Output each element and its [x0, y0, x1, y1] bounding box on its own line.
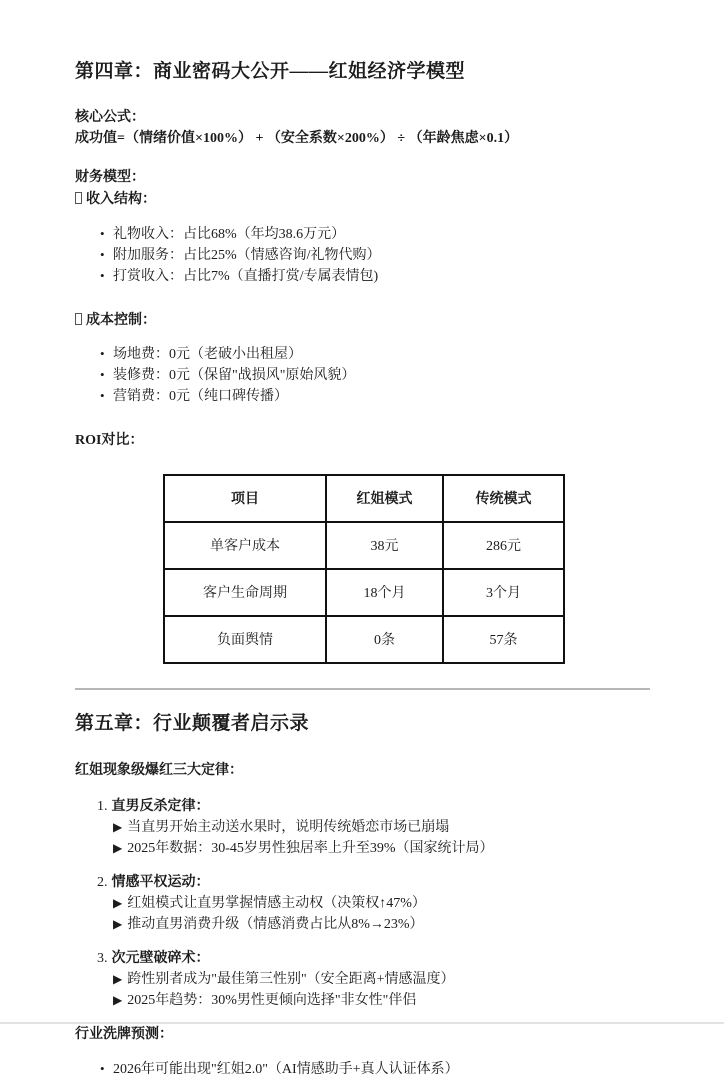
table-cell: 负面舆情: [164, 616, 326, 663]
law-point: [113, 817, 650, 838]
law-points: [113, 969, 650, 1011]
chapter5-title: 第五章：行业颠覆者启示录: [75, 712, 310, 734]
law-point: [113, 990, 650, 1011]
cost-item-text: 装修费：0元（保留"战损风"原始风貌）: [113, 368, 356, 384]
bullet-icon: •: [100, 388, 105, 404]
triangle-marker-icon: ▶: [113, 993, 123, 1008]
triangle-marker-icon: ▶: [113, 820, 123, 835]
law-item: [97, 796, 650, 859]
table-cell: 3个月: [443, 569, 564, 616]
income-item-text: 打赏收入：占比7%（直播打赏/专属表情包): [113, 268, 379, 284]
law-point-text: 2025年数据：30-45岁男性独居率上升至39%（国家统计局）: [127, 841, 494, 857]
core-formula-block: [75, 107, 650, 150]
list-item: [100, 344, 650, 365]
financial-model-block: [75, 167, 650, 210]
laws-list: [97, 796, 650, 1011]
law-points: [113, 817, 650, 859]
triangle-marker-icon: ▶: [113, 917, 123, 932]
law-number: 3.: [97, 951, 108, 967]
law-point: [113, 838, 650, 859]
law-term-line: [97, 948, 650, 969]
list-item: [100, 224, 650, 245]
table-header-row: [164, 475, 564, 522]
law-term: 次元壁破碎术：: [111, 951, 210, 967]
income-structure-label-text: 收入结构：: [86, 191, 156, 207]
table-cell: 0条: [326, 616, 443, 663]
law-points: [113, 893, 650, 935]
bullet-icon: •: [100, 346, 105, 362]
law-point: [113, 893, 650, 914]
list-item: [100, 365, 650, 386]
bullet-icon: •: [100, 267, 105, 283]
table-row: [164, 522, 564, 569]
table-row: [164, 569, 564, 616]
prediction-list: [100, 1059, 650, 1080]
law-item: [97, 948, 650, 1011]
bullet-icon: •: [100, 246, 105, 262]
law-point-text: 当直男开始主动送水果时，说明传统婚恋市场已崩塌: [127, 820, 450, 836]
bullet-icon: •: [100, 367, 105, 383]
law-term: 情感平权运动：: [111, 875, 210, 891]
law-point-text: 推动直男消费升级（情感消费占比从8%→23%）: [127, 917, 424, 933]
table-cell: 57条: [443, 616, 564, 663]
law-point-text: 跨性别者成为"最佳第三性别"（安全距离+情感温度）: [127, 972, 455, 988]
chapter4-title: 第四章：商业密码大公开——红姐经济学模型: [75, 61, 466, 82]
roi-label: ROI对比：: [75, 433, 144, 449]
list-item: [100, 1059, 650, 1080]
law-term-line: [97, 872, 650, 893]
law-point: [113, 914, 650, 935]
law-number: 1.: [97, 799, 108, 815]
laws-label: 红姐现象级爆红三大定律：: [75, 762, 243, 778]
income-item-text: 附加服务：占比25%（情感咨询/礼物代购）: [113, 247, 381, 263]
missing-glyph-icon: [75, 313, 82, 325]
list-item: [100, 245, 650, 266]
financial-model-label: 财务模型：: [75, 170, 145, 186]
law-point-text: 2025年趋势：30%男性更倾向选择"非女性"伴侣: [127, 993, 417, 1009]
table-header-cell: 传统模式: [443, 475, 564, 522]
roi-comparison-table: [163, 474, 565, 664]
bullet-icon: •: [100, 1061, 105, 1076]
table-cell: 18个月: [326, 569, 443, 616]
core-formula-text: 成功值=（情绪价值×100%） + （安全系数×200%） ÷ （年龄焦虑×0.1）: [75, 131, 519, 147]
prediction-label: 行业洗牌预测：: [75, 1027, 173, 1043]
cost-item-text: 营销费：0元（纯口碑传播）: [113, 389, 288, 405]
income-item-text: 礼物收入：占比68%（年均38.6万元）: [113, 226, 346, 242]
missing-glyph-icon: [75, 192, 82, 204]
law-term: 直男反杀定律：: [111, 799, 210, 815]
table-cell: 客户生命周期: [164, 569, 326, 616]
core-formula-label: 核心公式：: [75, 109, 145, 125]
triangle-marker-icon: ▶: [113, 896, 123, 911]
triangle-marker-icon: ▶: [113, 972, 123, 987]
triangle-marker-icon: ▶: [113, 841, 123, 856]
table-cell: 38元: [326, 522, 443, 569]
bullet-icon: •: [100, 225, 105, 241]
prediction-item-text: 2026年可能出现"红姐2.0"（AI情感助手+真人认证体系）: [113, 1062, 459, 1077]
law-item: [97, 872, 650, 935]
law-point-text: 红姐模式让直男掌握情感主动权（决策权↑47%）: [127, 896, 426, 912]
cost-items-list: [100, 344, 650, 407]
table-cell: 286元: [443, 522, 564, 569]
list-item: [100, 386, 650, 407]
law-number: 2.: [97, 875, 108, 891]
income-structure-label: [75, 189, 650, 211]
table-row: [164, 616, 564, 663]
section-divider: [75, 688, 650, 690]
income-items-list: [100, 224, 650, 287]
table-header-cell: 项目: [164, 475, 326, 522]
table-cell: 单客户成本: [164, 522, 326, 569]
law-point: [113, 969, 650, 990]
cost-item-text: 场地费：0元（老破小出租屋）: [113, 347, 302, 363]
cost-control-label-text: 成本控制：: [86, 312, 156, 328]
cost-control-label: [75, 310, 650, 332]
table-header-cell: 红姐模式: [326, 475, 443, 522]
law-term-line: [97, 796, 650, 817]
list-item: [100, 266, 650, 287]
